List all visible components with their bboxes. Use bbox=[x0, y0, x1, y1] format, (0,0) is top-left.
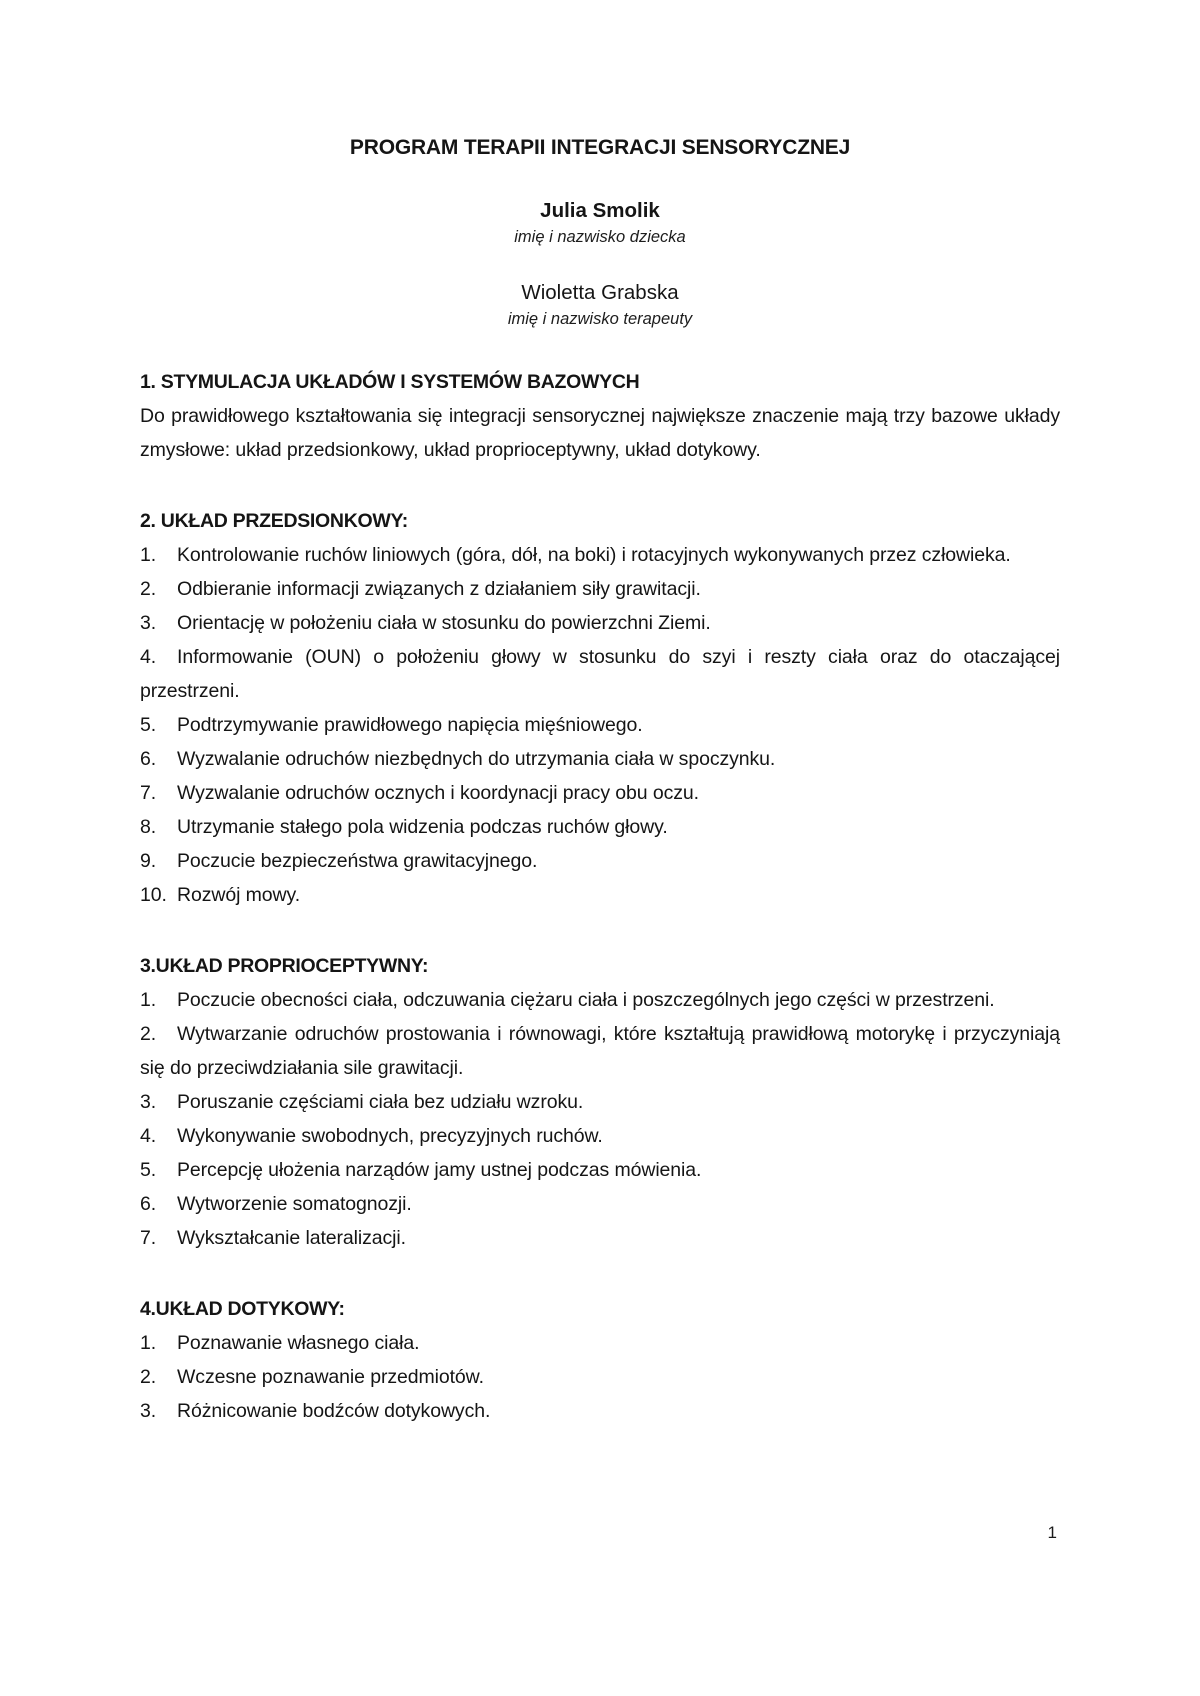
list-item bbox=[140, 640, 1060, 708]
item-number: 6. bbox=[140, 748, 157, 770]
item-number: 9. bbox=[140, 850, 157, 872]
item-number: 3. bbox=[140, 612, 157, 634]
section-heading: 1. STYMULACJA UKŁADÓW I SYSTEMÓW BAZOWYCH bbox=[140, 371, 640, 393]
item-number: 2. bbox=[140, 1366, 157, 1388]
item-text: Różnicowanie bodźców dotykowych. bbox=[177, 1400, 491, 1422]
document-header bbox=[140, 135, 1060, 331]
item-text: Poruszanie częściami ciała bez udziału wzroku. bbox=[177, 1091, 584, 1113]
document-title: PROGRAM TERAPII INTEGRACJI SENSORYCZNEJ bbox=[349, 136, 851, 159]
item-number: 5. bbox=[140, 714, 157, 736]
list-item bbox=[140, 1221, 1060, 1255]
list-item bbox=[140, 1017, 1060, 1085]
list-item bbox=[140, 983, 1060, 1017]
document-body bbox=[140, 365, 1060, 1428]
item-text: Poznawanie własnego ciała. bbox=[177, 1332, 420, 1354]
section-2 bbox=[140, 504, 1060, 912]
section-paragraph: Do prawidłowego kształtowania się integracji sensorycznej największe znaczenie mają trzy bazowe układy zmysłowe: układ przedsionkowy, układ proprioceptywny, układ dotykowy. bbox=[140, 405, 1060, 461]
item-text: Poczucie bezpieczeństwa grawitacyjnego. bbox=[177, 850, 538, 872]
item-number: 7. bbox=[140, 1227, 157, 1249]
list-item bbox=[140, 742, 1060, 776]
item-text: Kontrolowanie ruchów liniowych (góra, dół, na boki) i rotacyjnych wykonywanych przez człowieka. bbox=[177, 544, 1011, 566]
item-number: 5. bbox=[140, 1159, 157, 1181]
item-number: 2. bbox=[140, 578, 157, 600]
list-item bbox=[140, 606, 1060, 640]
list-item bbox=[140, 1360, 1060, 1394]
list-item bbox=[140, 810, 1060, 844]
list-item bbox=[140, 538, 1060, 572]
list-item bbox=[140, 844, 1060, 878]
child-name-caption: imię i nazwisko dziecka bbox=[514, 228, 686, 246]
item-text: Podtrzymywanie prawidłowego napięcia mięśniowego. bbox=[177, 714, 643, 736]
list-item bbox=[140, 1326, 1060, 1360]
item-number: 4. bbox=[140, 646, 157, 668]
item-text: Wczesne poznawanie przedmiotów. bbox=[177, 1366, 484, 1388]
section-heading: 2. UKŁAD PRZEDSIONKOWY: bbox=[140, 510, 408, 532]
item-text: Odbieranie informacji związanych z działaniem siły grawitacji. bbox=[177, 578, 701, 600]
item-number: 1. bbox=[140, 544, 157, 566]
item-number: 1. bbox=[140, 1332, 157, 1354]
list-item bbox=[140, 776, 1060, 810]
list-item bbox=[140, 1153, 1060, 1187]
section-1 bbox=[140, 365, 1060, 467]
item-text: Orientację w położeniu ciała w stosunku do powierzchni Ziemi. bbox=[177, 612, 711, 634]
item-number: 1. bbox=[140, 989, 157, 1011]
list-item bbox=[140, 1187, 1060, 1221]
item-text: Wytworzenie somatognozji. bbox=[177, 1193, 412, 1215]
item-text: Rozwój mowy. bbox=[177, 884, 301, 906]
item-number: 7. bbox=[140, 782, 157, 804]
item-text: Wyzwalanie odruchów ocznych i koordynacji pracy obu oczu. bbox=[177, 782, 699, 804]
list-item bbox=[140, 708, 1060, 742]
item-text: Wytwarzanie odruchów prostowania i równowagi, które kształtują prawidłową motorykę i przyczyniają się do przeciwdziałania sile grawitacji. bbox=[140, 1023, 1060, 1079]
item-number: 6. bbox=[140, 1193, 157, 1215]
list-item bbox=[140, 1085, 1060, 1119]
section-heading: 3.UKŁAD PROPRIOCEPTYWNY: bbox=[140, 955, 429, 977]
item-number: 3. bbox=[140, 1400, 157, 1422]
child-name: Julia Smolik bbox=[540, 199, 660, 222]
section-4 bbox=[140, 1292, 1060, 1428]
item-text: Percepcję ułożenia narządów jamy ustnej podczas mówienia. bbox=[177, 1159, 702, 1181]
page-number: 1 bbox=[1047, 1523, 1057, 1542]
item-text: Poczucie obecności ciała, odczuwania ciężaru ciała i poszczególnych jego części w przestrzeni. bbox=[177, 989, 995, 1011]
item-text: Wykonywanie swobodnych, precyzyjnych ruchów. bbox=[177, 1125, 603, 1147]
list-item bbox=[140, 572, 1060, 606]
list-item bbox=[140, 878, 1060, 912]
therapist-name-block bbox=[140, 279, 1060, 331]
list-item bbox=[140, 1119, 1060, 1153]
item-number: 3. bbox=[140, 1091, 157, 1113]
child-name-block bbox=[140, 197, 1060, 249]
item-number: 10. bbox=[140, 884, 167, 906]
section-3 bbox=[140, 949, 1060, 1255]
item-number: 4. bbox=[140, 1125, 157, 1147]
therapist-name-caption: imię i nazwisko terapeuty bbox=[507, 310, 693, 328]
section-heading: 4.UKŁAD DOTYKOWY: bbox=[140, 1298, 345, 1320]
item-text: Wyzwalanie odruchów niezbędnych do utrzymania ciała w spoczynku. bbox=[177, 748, 776, 770]
item-number: 8. bbox=[140, 816, 157, 838]
list-item bbox=[140, 1394, 1060, 1428]
item-text: Wykształcanie lateralizacji. bbox=[177, 1227, 406, 1249]
item-text: Utrzymanie stałego pola widzenia podczas ruchów głowy. bbox=[177, 816, 668, 838]
item-number: 2. bbox=[140, 1023, 157, 1045]
therapist-name: Wioletta Grabska bbox=[521, 281, 679, 304]
item-text: Informowanie (OUN) o położeniu głowy w stosunku do szyi i reszty ciała oraz do otaczającej przestrzeni. bbox=[140, 646, 1060, 702]
